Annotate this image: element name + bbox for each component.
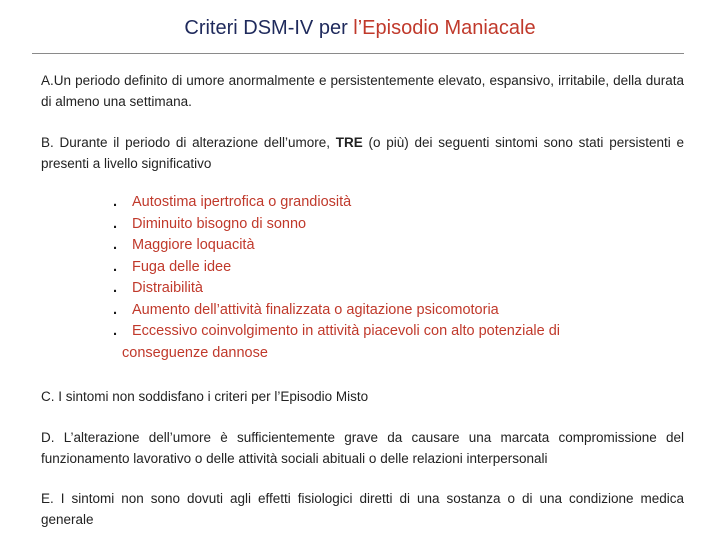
slide-title-prefix: Criteri DSM-IV per <box>184 17 354 39</box>
symptom-text-continuation: conseguenze dannose <box>122 344 268 361</box>
symptom-item <box>113 214 673 236</box>
symptom-list <box>113 192 673 364</box>
symptom-text: Distraibilità <box>132 280 203 296</box>
criterion-b: B. Durante il periodo di alterazione dell’umore, TRE (o più) dei seguenti sintomi sono stati persistenti e presenti a livello significativo <box>41 135 684 171</box>
symptom-text: Maggiore loquacità <box>132 237 255 253</box>
bullet-dot: . <box>113 323 118 339</box>
symptom-item <box>113 300 673 322</box>
symptom-item <box>113 321 673 364</box>
title-divider <box>32 53 684 54</box>
symptom-text: Autostima ipertrofica o grandiosità <box>132 194 352 210</box>
emphasis-tre: TRE <box>335 135 363 150</box>
symptom-item <box>113 235 673 257</box>
criterion-a: A.Un periodo definito di umore anormalmente e persistentemente elevato, espansivo, irritabile, della durata di almeno una settimana. <box>41 73 684 109</box>
slide-title <box>0 14 720 42</box>
criterion-e: E. I sintomi non sono dovuti agli effetti fisiologici diretti di una sostanza o di una condizione medica generale <box>41 491 684 527</box>
bullet-dot: . <box>113 237 118 253</box>
symptom-text: Eccessivo coinvolgimento in attività piacevoli con alto potenziale di <box>132 323 560 339</box>
symptom-item <box>113 192 673 214</box>
bullet-dot: . <box>113 280 118 296</box>
bullet-dot: . <box>113 301 118 318</box>
bullet-dot: . <box>113 194 118 210</box>
slide-title-highlight: l’Episodio Maniacale <box>353 17 536 39</box>
criterion-c: C. I sintomi non soddisfano i criteri per l’Episodio Misto <box>41 389 369 404</box>
symptom-item <box>113 257 673 279</box>
symptom-text: Fuga delle idee <box>132 258 232 275</box>
symptom-text: Diminuito bisogno di sonno <box>132 215 307 232</box>
symptom-text: Aumento dell’attività finalizzata o agitazione psicomotoria <box>132 301 499 318</box>
bullet-dot: . <box>113 258 118 275</box>
bullet-dot: . <box>113 215 118 232</box>
symptom-item <box>113 278 673 300</box>
criterion-d: D. L’alterazione dell’umore è sufficientemente grave da causare una marcata compromissione del funzionamento lavorativo o delle attività sociali abituali o delle relazioni interpersonali <box>41 430 684 466</box>
